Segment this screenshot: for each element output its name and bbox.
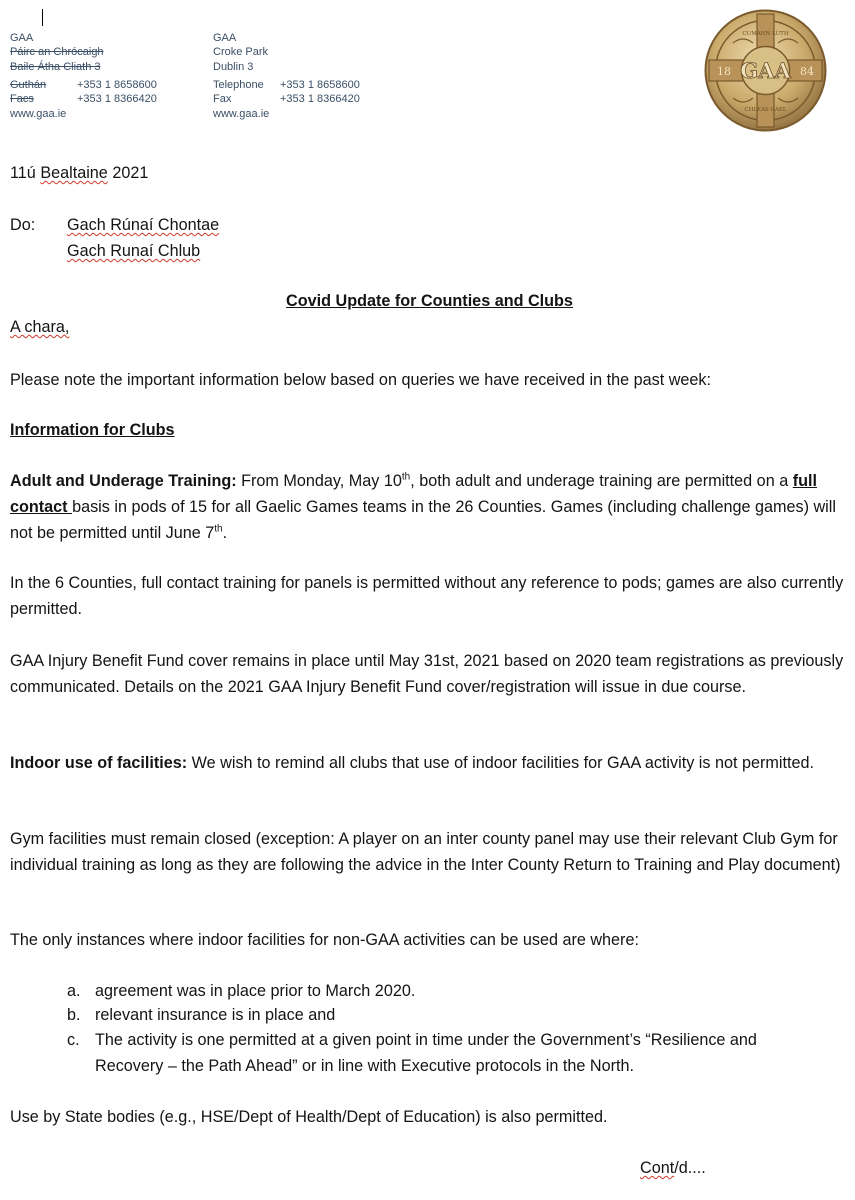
address2-english: Dublin 3 xyxy=(213,61,254,73)
list-item: c. The activity is one permitted at a given point in time under the Government’s “Resilience and Recovery – the Path Ahead” or in line with Executive protocols in the North. xyxy=(67,1031,757,1075)
phone-english: +353 1 8658600 xyxy=(280,79,360,91)
fax-label-irish: Facs xyxy=(10,93,34,105)
intro-paragraph: Please note the important information below based on queries we have received in the past week: xyxy=(10,371,711,389)
recipient-club: Gach Runaí Chlub xyxy=(67,242,201,260)
list-item: b. relevant insurance is in place and xyxy=(67,1006,336,1024)
logo-text: GAA xyxy=(740,58,791,83)
web-english: www.gaa.ie xyxy=(213,108,270,120)
list-item: a. agreement was in place prior to March 2020. xyxy=(67,982,416,1000)
address1-english: Croke Park xyxy=(213,46,269,58)
letter-date: 11ú Bealtaine 2021 xyxy=(10,164,149,182)
recipients-label: Do: xyxy=(10,216,36,234)
recipient-county: Gach Rúnaí Chontae xyxy=(67,216,220,234)
gaa-crest-logo xyxy=(703,8,828,133)
phone-irish: +353 1 8658600 xyxy=(77,79,157,91)
address2-irish: Baile Átha Cliath 3 xyxy=(10,61,101,73)
org-english: GAA xyxy=(213,32,237,44)
text-cursor xyxy=(42,9,43,26)
fax-irish: +353 1 8366420 xyxy=(77,93,157,105)
gym-paragraph: Gym facilities must remain closed (exception: A player on an inter county panel may use their relevant Club Gym for individual training as long as they are following the advice in the Inter County Return to Training and Play document) xyxy=(10,830,841,874)
address1-irish: Páirc an Chrócaigh xyxy=(10,46,104,58)
section-heading: Information for Clubs xyxy=(10,421,175,439)
non-gaa-intro: The only instances where indoor facilities for non-GAA activities can be used are where: xyxy=(10,931,639,949)
org-irish: GAA xyxy=(10,32,34,44)
phone-label-irish: Guthán xyxy=(10,79,47,91)
indoor-paragraph: Indoor use of facilities: We wish to remind all clubs that use of indoor facilities for GAA activity is not permitted. xyxy=(10,754,814,772)
training-paragraph: Adult and Underage Training: From Monday, May 10th, both adult and underage training are permitted on a full contact basis in pods of 15 for all Gaelic Games teams in the 26 Counties. Games (including challenge games) will not be permitted until June 7th. xyxy=(10,471,836,542)
six-counties-paragraph: In the 6 Counties, full contact training for panels is permitted without any reference to pods; games are also currently permitted. xyxy=(10,574,844,618)
logo-bottom-text: CHLEAS GAEL xyxy=(744,107,787,113)
phone-label-english: Telephone xyxy=(213,79,264,91)
fax-english: +353 1 8366420 xyxy=(280,93,360,105)
logo-top-text: CUMANN LÚTH xyxy=(742,31,789,37)
logo-left-num: 18 xyxy=(717,65,731,78)
logo-right-num: 84 xyxy=(800,65,814,78)
letter-title: Covid Update for Counties and Clubs xyxy=(286,292,573,310)
state-bodies-paragraph: Use by State bodies (e.g., HSE/Dept of Health/Dept of Education) is also permitted. xyxy=(10,1108,608,1126)
web-irish: www.gaa.ie xyxy=(10,108,67,120)
salutation: A chara, xyxy=(10,318,70,336)
fax-label-english: Fax xyxy=(213,93,232,105)
continued-note: Cont/d.... xyxy=(640,1159,706,1177)
injury-fund-paragraph: GAA Injury Benefit Fund cover remains in place until May 31st, 2021 based on 2020 team registrations as previously communicated. Details on the 2021 GAA Injury Benefit Fund cover/registration will issue in due course. xyxy=(10,652,844,696)
